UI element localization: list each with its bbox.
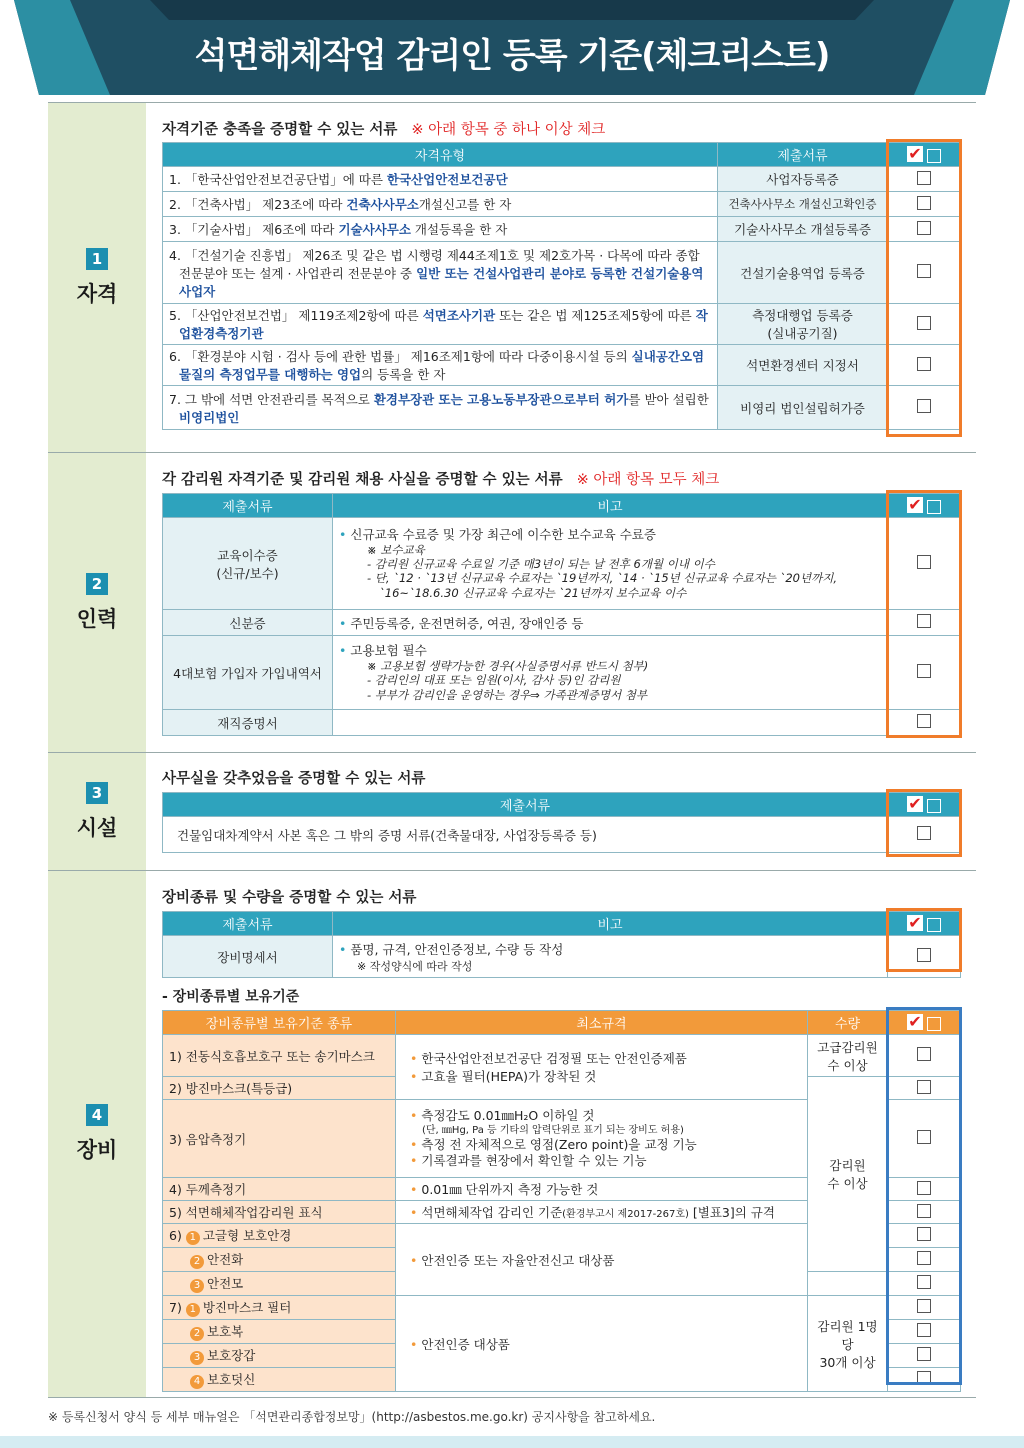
footer-bar — [0, 1436, 1024, 1448]
section-facility: 3 시설 — [48, 753, 146, 870]
section3-caption: 사무실을 갖추었음을 증명할 수 있는 서류 — [162, 771, 426, 787]
equipment-standard-table: 장비종류별 보유기준 종류 최소규격 수량 ✔ 1) 전동식호흡보호구 또는 송기마스크 • 한국산업안전보건공단 검정필 또는 안전인증제품 • 고효율 필터(HEPA)가 장착된 것 고급감리원 수 이상 2) 방진마스크(특등급) 감리원 수 이상 3) 음압측정기 • 측정감도 0.01㎜H₂O 이하일 것 (단, ㎜Hg, Pa 등 기타의 압력단위로 표기 되는 장비도 허용) • 측정 전 자체적으로 영점(Zero point)을 교정 기능 • 기록결과를 현장에서 확인할 수 있는 기능 4) 두께측정기 • 0.01㎜ 단위까지 측정 가능한 것 5) 석면해체작업감리원 표식 • 석면해체작업 감리인 기준(환경부고시 제2017-267호) [별표3]의 규격 6) 1 고글형 보호안경 • 안전인증 또는 자율안전신고 대상품 2 안전화 3 안전모 7) 1 방진마스크 필터 • 안전인증 대상품 감리원 1명당 30개 이상 2 보호복 3 보호장갑 4 보호덧신 — [162, 1010, 961, 1392]
section2-caption: 각 감리원 자격기준 및 감리원 채용 사실을 증명할 수 있는 서류 ※ 아래 항목 모두 체크 — [162, 472, 720, 488]
qualification-table: 자격유형 제출서류 ✔ 1. 「한국산업안전보건공단법」에 따른 한국산업안전보건공단 사업자등록증 2. 「건축사법」 제23조에 따라 건축사사무소개설신고를 한 자 건축사사무소 개설신고확인증 3. 「기술사법」 제6조에 따라 기술사사무소 개설등록을 한 자 기술사사무소 개설등록증 4. 「건설기술 진흥법」 제26조 및 같은 법 시행령 제44조제1호 및 제2호가목 · 다목에 따라 종합 전문분야 또는 설계 · 사업관리 전문분야 중 일반 또는 건설사업관리 분야로 등록한 건설기술용역사업자 건설기술용역업 등록증 5. 「산업안전보건법」 제119조제2항에 따른 석면조사기관 또는 같은 법 제125조제5항에 따른 작업환경측정기관 측정대행업 등록증 (실내공기질) 6. 「환경분야 시험 · 검사 등에 관한 법률」 제16조제1항에 따라 다중이용시설 등의 실내공간오염물질의 측정업무를 대행하는 영업의 등록을 한 자 석면환경센터 지정서 7. 그 밖에 석면 안전관리를 목적으로 환경부장관 또는 고용노동부장관으로부터 허가를 받아 설립한 비영리법인 비영리 법인설립허가증 — [162, 142, 961, 430]
section-personnel: 2 인력 — [48, 453, 146, 752]
table-row: 4. 「건설기술 진흥법」 제26조 및 같은 법 시행령 제44조제1호 및 제2호가목 · 다목에 따라 종합 전문분야 또는 설계 · 사업관리 전문분야 중 일반 또는 건설사업관리 분야로 등록한 건설기술용역사업자 — [163, 242, 718, 304]
section-qualification: 1 자격 — [48, 103, 146, 452]
table-row: 6. 「환경분야 시험 · 검사 등에 관한 법률」 제16조제1항에 따라 다중이용시설 등의 실내공간오염물질의 측정업무를 대행하는 영업의 등록을 한 자 — [163, 345, 718, 386]
table-row: 2. 「건축사법」 제23조에 따라 건축사사무소개설신고를 한 자 — [163, 192, 718, 217]
section-equipment: 4 장비 — [48, 871, 146, 1397]
page-title: 석면해체작업 감리인 등록 기준(체크리스트) — [194, 36, 830, 76]
section1-caption: 자격기준 충족을 증명할 수 있는 서류 ※ 아래 항목 중 하나 이상 체크 — [162, 122, 606, 138]
equipment-doc-table: 제출서류 비고 ✔ 장비명세서 • 품명, 규격, 안전인증정보, 수량 등 작성 ※ 작성양식에 따라 작성 — [162, 911, 961, 978]
table-row: 3. 「기술사법」 제6조에 따라 기술사사무소 개설등록을 한 자 — [163, 217, 718, 242]
footer-note: ※ 등록신청서 양식 등 세부 매뉴얼은 「석면관리종합정보망」(http://asbestos.me.go.kr) 공지사항을 참고하세요. — [48, 1410, 656, 1424]
equipment-sub-caption: - 장비종류별 보유기준 — [162, 989, 300, 1005]
facility-table: 제출서류 ✔ 건물임대차계약서 사본 혹은 그 밖의 증명 서류(건축물대장, 사업장등록증 등) — [162, 792, 961, 853]
table-row: 7. 그 밖에 석면 안전관리를 목적으로 환경부장관 또는 고용노동부장관으로부터 허가를 받아 설립한 비영리법인 — [163, 386, 718, 430]
personnel-table: 제출서류 비고 ✔ 교육이수증 (신규/보수) • 신규교육 수료증 및 가장 최근에 이수한 보수교육 수료증 ※ 보수교육 - 감리원 신규교육 수료일 기준 매3년이 되는 날 전후 6개월 이내 이수 - 단, `12 · `13년 신규교육 수료자는 `19년까지, `14 · `15년 신규교육 수료자는 `20년까지, `16~`18.6.30 신규교육 수료자는 `21년까지 보수교육 이수 신분증 • 주민등록증, 운전면허증, 여권, 장애인증 등 4대보험 가입자 가입내역서 • 고용보험 필수 ※ 고용보험 생략가능한 경우(사실증명서류 반드시 첨부) - 감리인의 대표 또는 임원(이사, 감사 등)인 감리원 - 부부가 감리인을 운영하는 경우⇒ 가족관계증명서 첨부 재직증명서 — [162, 493, 961, 736]
section4-caption: 장비종류 및 수량을 증명할 수 있는 서류 — [162, 890, 417, 906]
table-row: 5. 「산업안전보건법」 제119조제2항에 따른 석면조사기관 또는 같은 법 제125조제5항에 따른 작업환경측정기관 — [163, 304, 718, 345]
table-row: 1. 「한국산업안전보건공단법」에 따른 한국산업안전보건공단 — [163, 167, 718, 192]
